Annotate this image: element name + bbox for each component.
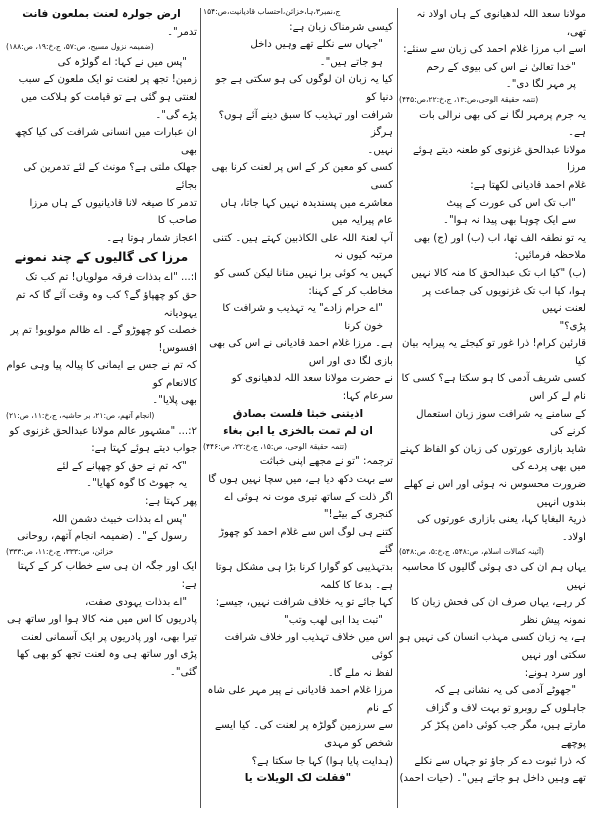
text-line: معاشرے میں پسندیدہ نہیں کہا جاتا، ہاں عام پیرایہ میں <box>220 197 393 227</box>
text-line: جاہلوں کے روبرو تو بہت لاف و گزاف <box>425 702 586 714</box>
text-line: ایک اور جگہ ان ہی سے خطاب کر کے کہتا ہے: <box>17 561 197 590</box>
text-line: یہاں ہم ان کی دی ہوئی گالیوں کا محاسبہ نہیں <box>401 562 586 591</box>
column-divider <box>200 8 201 808</box>
reference-citation: (تتمہ حقیقۃ الوحی،ص:۱۳، ج،خ:۲۲،ص:۴۴۵) <box>399 94 539 104</box>
text-line: ملاحظہ فرمائیں: <box>514 250 586 262</box>
arabic-verse: اذیتنی خبثا فلست بصادق <box>232 407 364 420</box>
text-line: کتنے ہی لوگ اس سے غلام احمد کو چھوڑ گئے <box>219 526 393 556</box>
text-line: حق کو چھپاؤ گے؟ کب وہ وقت آئے گا کہ تم یہودیانہ <box>15 289 197 319</box>
text-line: کنجری کے بیٹے!" <box>323 509 393 521</box>
right-column <box>399 6 586 812</box>
text-line: لفظ نہ ملے گا۔ <box>327 667 393 679</box>
text-line: شاید بازاری عورتوں کی زبان کو الفاظ کہنے میں بھی پردے کی <box>399 443 586 473</box>
text-line: تھے وہیں داخل ہو جاتے ہیں"۔ (حیات احمد) <box>399 773 586 785</box>
text-line: یہ تو نطفہ الف تھا، اب (ب) اور (ج) بھی <box>414 232 586 244</box>
text-line: مرزا غلام احمد قادیانی نے پیر مہر علی شاہ کے نام <box>207 685 393 714</box>
text-line: پڑی؟" <box>559 320 586 332</box>
reference-citation: (انجام آتھم، ص:۲۱، بر حاشیہ، ج،خ:۱۱، ص:۲۱) <box>6 411 155 421</box>
text-line: اعجاز شمار ہوتا ہے۔ <box>106 232 197 244</box>
section-heading: مرزا کی گالیوں کے چند نمونے <box>14 250 189 265</box>
text-line: جواب دیتے ہوئے کہتا ہے: <box>91 443 197 455</box>
quote-line: رسول کے"۔ (ضمیمہ انجام آتھم، روحانی <box>17 531 187 543</box>
text-line: سے سرزمین گولڑہ پر لعنت کی۔ کیا ایسے شخص کو مہدی <box>215 720 393 749</box>
quote-line: "خدا تعالیٰ نے اس کی بیوی کے رحم <box>426 61 576 73</box>
quote-line: "اے بدذات یہودی صفت، <box>84 596 187 608</box>
reference-citation: (تتمہ حقیقۃ الوحی، ص:۱۵، ج،خ:۲۲، ص:۴۴۶) <box>203 441 347 451</box>
arabic-verse: ارض جولرہ لعنت بملعون فانت <box>22 8 181 20</box>
quote-line: پر مہر لگا دی"۔ <box>505 79 576 91</box>
arabic-verse: ان لم تمت بالخزی یا ابن بغاء <box>223 425 373 438</box>
text-line: ہے، یہ زبان کسی مہذب انسان کی نہیں ہو سکتی اور نہیں <box>399 632 586 661</box>
text-line: ۲:... "مشہور عالم مولانا عبدالحق غزنوی کو <box>9 425 197 437</box>
text-line: تدمر"۔ <box>167 26 197 38</box>
text-line: کہ ذرا ثبوت دے کر جاؤ تو جہاں سے نکلے <box>414 755 586 767</box>
quote-line: "کہ تم نے حق کو چھپانے کے لئے <box>56 460 187 472</box>
quote-line: "اب تک اس کی عورت کے پیٹ <box>446 197 576 209</box>
text-line: بدتہذیبی کو گوارا کرنا بڑا ہی مشکل ہوتا ہے۔ بدعا کا کلمہ <box>215 562 393 591</box>
text-line: تدمر کا صیغہ لانا قادیانیوں کے ہاں مرزا صاحب کا <box>29 197 197 227</box>
quote-line: "پس اے بدذات خبیث دشمن اللہ <box>51 513 187 525</box>
text-line: شرافت اور تہذیب کا سبق دینے آئے ہوں؟ ہرگز <box>218 109 393 139</box>
text-line: مولانا سعد اللہ لدھیانوی کے ہاں اولاد نہ تھی، <box>416 9 586 38</box>
arabic-verse: "فقلت لک الویلات یا <box>244 772 352 785</box>
text-line: اگر ذلت کے ساتھ تیری موت نہ ہوئی اے <box>224 491 393 503</box>
text-line: کے سامنے یہ شرافت سوز زبان استعمال کرنے کی <box>416 408 586 438</box>
reference-citation: خزائن، ص:۳۳۳، ج،خ:۱۱، ص:۳۳۳) <box>6 546 114 556</box>
reference-citation: (ضمیمہ نزول مسیح، ص:۵۷، ج،خ:۱۹، ص:۱۸۸) <box>6 42 154 52</box>
text-line: جھلک ملتی ہے؟ مونث کے لئے تدمرین کی بجائے <box>23 162 197 191</box>
quote-line: "اے حرام زادے" یہ تہذیب و شرافت کا خون کرنا <box>222 303 383 332</box>
text-line: کیا یہ زبان ان لوگوں کی ہو سکتی ہے جو دنیا کو <box>215 74 393 103</box>
text-line: تیرا بھی، اور پادریوں پر ایک آسمانی لعنت <box>20 631 197 643</box>
text-line: نہیں۔ <box>367 144 393 156</box>
text-line: کہا جائے تو یہ خلاف شرافت نہیں، جیسے: <box>215 597 393 609</box>
text-line: مارتے ہیں، مگر جب کوئی دامن پکڑ کر پوچھے <box>421 720 586 749</box>
text-line: پڑی اور ساتھ ہی وہ لعنت تجھ کو بھی کھا گئی"۔ <box>16 649 197 678</box>
text-line: ذریۃ البغایا کہا، یعنی بازاری عورتوں کی اولاد۔ <box>417 514 586 543</box>
text-line: زمین! تجھ پر لعنت تو ایک ملعون کے سبب <box>18 74 197 86</box>
text-line: لعنتی ہو گئی ہے تو قیامت کو ہلاکت میں <box>20 91 197 103</box>
column-divider <box>397 8 398 808</box>
text-line: آپ لعنۃ اللہ علی الکاذبین کہتے ہیں۔ کتنی مرتبہ کیوں نہ <box>212 232 393 262</box>
text-line: بھی پلایا"۔ <box>152 395 197 407</box>
text-line: ا:... "اے بدذات فرقہ مولویاں! تم کب تک <box>25 272 197 284</box>
text-line: مولانا عبدالحق غزنوی کو طعنہ دیتے ہوئے مرزا <box>412 144 586 174</box>
text-line: اور سرد ہونے: <box>524 667 586 679</box>
reference-citation: ج،نمبر۳،ہا،خزائن،احتساب قادیانیت،ص:۱۵۴ <box>203 7 341 16</box>
left-column <box>6 6 197 812</box>
quote-line: "پس میں نے کہا: اے گولڑہ کی <box>57 56 187 68</box>
text-line: نے حضرت مولانا سعد اللہ لدھیانوی کو سرعام کہا: <box>231 373 393 403</box>
text-line: غلام احمد قادیانی لکھتا ہے: <box>470 179 586 191</box>
text-line: پھر کہتا ہے: <box>145 496 197 508</box>
text-line: قارئین کرام! ذرا غور تو کیجئے یہ پیرایہ بیان کیا <box>401 338 586 367</box>
text-line: ہے۔ مرزا غلام احمد قادیانی نے اس کی بھی بازی لگا دی اور اس <box>209 338 393 367</box>
text-line: یہ جرم پرمہر لگا نے کی بھی نرالی بات ہے۔ <box>419 109 586 139</box>
text-line: ترجمہ: "تو نے مجھے اپنی خباثت <box>259 456 393 468</box>
text-line: سے بہت دکھ دیا ہے، میں سچا نہیں ہوں گا <box>208 474 393 486</box>
reference-citation: (آئینہ کمالات اسلام، ص:۵۴۸، ج،خ:۵، ص:۵۴۸) <box>399 547 545 557</box>
text-line: کسی کو معین کر کے اس پر لعنت کرنا بھی کسی <box>211 162 393 191</box>
text-line: (ہدایت پایا ہوا) کہا جا سکتا ہے؟ <box>251 755 393 767</box>
text-line: اسے اب مرزا غلام احمد کی زبان سے سنئے: <box>403 44 586 56</box>
middle-column <box>203 6 393 812</box>
text-line: ان عبارات میں انسانی شرافت کی کیا کچھ بھی <box>14 127 197 156</box>
quote-line: "جہاں سے نکلے تھے وہیں داخل <box>250 39 383 51</box>
text-line: کسی شریف آدمی کا ہو سکتا ہے؟ کسی کا نام لے کر اس <box>401 373 586 403</box>
text-line: ہوا، کیا اب تک غزنویوں کی جماعت پر لعنت نہیں <box>422 285 586 315</box>
text-line: خصلت کو چھوڑو گے۔ اے ظالم مولویو! تم پر افسوس! <box>10 325 197 354</box>
text-line: (ب) "کیا اب تک عبدالحق کا منہ کالا نہیں <box>411 267 586 279</box>
quote-line: سے ایک چوہا بھی پیدا نہ ہوا"۔ <box>443 215 576 227</box>
text-line: کر رہے، یہاں صرف ان کی فحش زبان کا نمونہ پیش نظر <box>410 597 586 626</box>
quote-line: ہو جاتے ہیں"۔ <box>319 56 383 68</box>
text-line: کیسی شرمناک زبان ہے: <box>289 21 393 33</box>
quote-line: "جھوٹے آدمی کی یہ نشانی ہے کہ <box>434 685 576 697</box>
quote-line: "تبت یدا ابی لھب وتب" <box>284 614 383 626</box>
quote-line: یہ جھوٹ کا گوہ کھایا"۔ <box>86 478 187 490</box>
text-line: اس میں خلاف تہذیب اور خلاف شرافت کوئی <box>224 632 393 661</box>
text-line: کہ تم نے جس بے ایمانی کا پیالہ پیا وہی عوام کالانعام کو <box>6 360 197 389</box>
text-line: ضرورت محسوس نہ ہوئی اور اس نے کھلے بندوں انہیں <box>403 479 586 508</box>
text-line: کہیں یہ کوئی برا نہیں منانا لیکن کسی کو مخاطب کر کے کہنا: <box>214 267 393 297</box>
text-line: پادریوں کا اس میں منہ کالا ہوا اور ساتھ ہی <box>7 614 197 626</box>
text-line: پڑے گی"۔ <box>155 109 197 121</box>
